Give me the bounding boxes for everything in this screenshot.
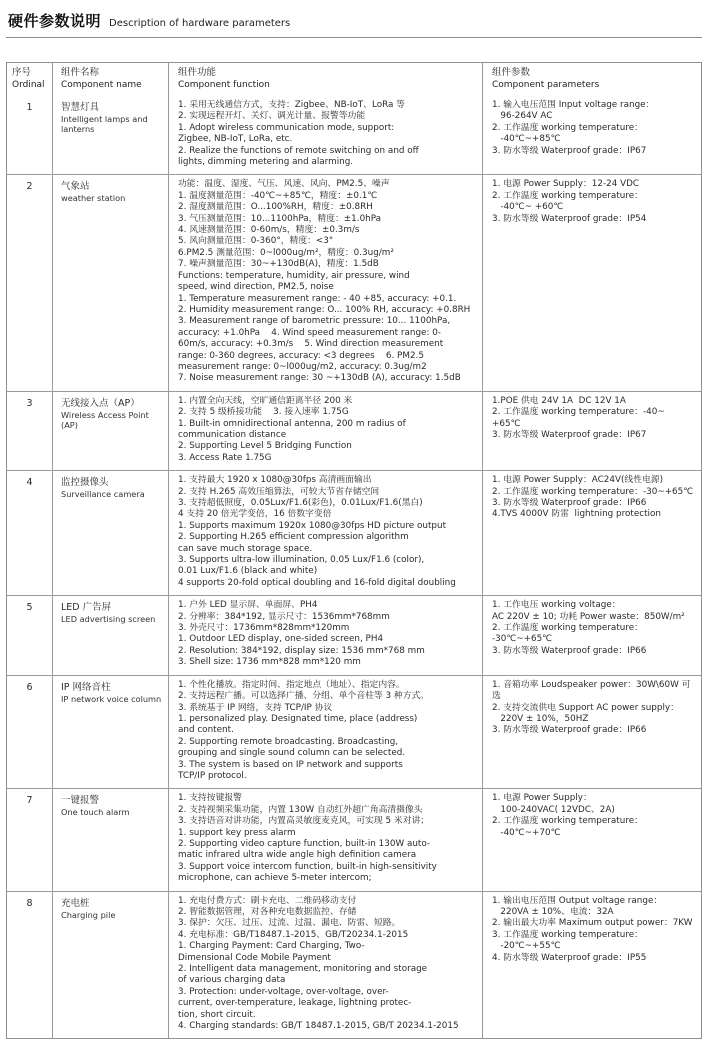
cell-component-name (53, 596, 169, 674)
component-name-en: One touch alarm (61, 807, 130, 818)
function-line: 4. 风速测量范围：0-60m/s，精度：±0.3m/s (178, 225, 360, 236)
function-line: 1. support key press alarm (178, 827, 296, 838)
function-line: tion, short circuit. (178, 1009, 256, 1020)
page-title-zh: 硬件参数说明 (8, 12, 102, 30)
cell-ordinal: 5 (7, 596, 53, 674)
parameter-line: -40℃~+85℃ (492, 134, 561, 145)
component-name-zh: IP 网络音柱 (61, 681, 111, 693)
parameter-line: 1. 输入电压范围 Input voltage range： (492, 100, 655, 110)
parameter-line: 1.POE 供电 24V 1A DC 12V 1A (492, 395, 626, 406)
function-line: 1. Outdoor LED display, one-sided screen, PH4 (178, 634, 384, 645)
header-component-function (169, 63, 483, 96)
function-line: 1. 内置全向天线，空旷通信距离半径 200 米 (178, 395, 353, 406)
component-name-zh: 一键报警 (61, 795, 100, 807)
cell-component-function (169, 471, 483, 595)
header-component-name-zh: 组件名称 (61, 67, 100, 78)
parameter-line: AC 220V ± 10; 功耗 Power waste：850W/m² (492, 611, 685, 622)
cell-component-name (53, 789, 169, 890)
function-line: 2. Supporting Level 5 Bridging Function (178, 441, 352, 452)
header-component-parameters-en: Component parameters (492, 79, 600, 90)
header-component-parameters (483, 63, 701, 96)
cell-component-parameters (483, 789, 701, 890)
function-line: 1. 温度测量范围：-40℃~+85℃，精度：±0.1℃ (178, 190, 378, 201)
function-line: 1. Temperature measurement range: - 40 +85, accuracy: +0.1. (178, 293, 457, 304)
component-name-en: Wireless Access Point (AP) (61, 409, 149, 430)
function-line: matic infrared ultra wide angle high definition camera (178, 850, 417, 861)
cell-component-name (53, 175, 169, 390)
header-ordinal-en: Ordinal (12, 79, 45, 90)
cell-component-parameters (483, 892, 701, 1039)
parameter-line: -40℃~ +60℃ (492, 202, 564, 213)
cell-component-parameters (483, 596, 701, 674)
cell-component-name (53, 471, 169, 595)
cell-component-function (169, 596, 483, 674)
function-line: 2. 实现远程开灯、关灯、调光计量、报警等功能 (178, 111, 366, 122)
page-title (6, 6, 702, 37)
function-line: range: 0-360 degrees, accuracy: <3 degrees 6. PM2.5 (178, 350, 424, 361)
function-line: 4. Charging standards: GB/T 18487.1-2015, GB/T 20234.1-2015 (178, 1021, 459, 1032)
function-line: Functions: temperature, humidity, air pressure, wind (178, 270, 410, 281)
cell-component-name (53, 96, 169, 174)
table-row (7, 470, 701, 595)
table-row (7, 891, 701, 1039)
function-line: 1. Charging Payment: Card Charging, Two- (178, 941, 365, 952)
component-name-zh: 智慧灯具 (61, 102, 100, 113)
function-line: 0.01 Lux/F1.6 (black and white) (178, 566, 318, 577)
cell-ordinal: 7 (7, 789, 53, 890)
parameter-line: -40℃~+70℃ (492, 827, 561, 838)
parameter-line: 2. 工作温度 working temperature： (492, 623, 643, 634)
function-line: 2. 支持 H.265 高效压缩算法，可较大节省存储空间 (178, 486, 380, 497)
function-line: 3. 系统基于 IP 网络，支持 TCP/IP 协议 (178, 702, 333, 713)
function-line: 4. 充电标准：GB/T18487.1-2015、GB/T20234.1-2015 (178, 929, 409, 940)
function-line: 2. Intelligent data management, monitoring and storage (178, 964, 428, 975)
cell-component-parameters (483, 96, 701, 174)
component-name-en: IP network voice column (61, 693, 162, 704)
function-line: 3. 支持语音对讲功能，内置高灵敏度麦克风，可实现 5 米对讲； (178, 816, 430, 827)
table-row (7, 788, 701, 890)
function-line: 3. Supports ultra-low illumination, 0.05 Lux/F1.6 (color), (178, 555, 425, 566)
function-line: can save much storage space. (178, 543, 313, 554)
function-line: 2. Humidity measurement range: O... 100% RH, accuracy: +0.8RH (178, 304, 471, 315)
table-row (7, 96, 701, 174)
cell-component-name (53, 676, 169, 789)
cell-ordinal: 8 (7, 892, 53, 1039)
function-line: 2. Supporting video capture function, built-in 130W auto- (178, 838, 431, 849)
function-line: Zigbee, NB-IoT, LoRa, etc. (178, 134, 293, 145)
function-line: 2. Realize the functions of remote switching on and off (178, 145, 419, 156)
cell-component-function (169, 392, 483, 470)
parameter-line: 4. 防水等级 Waterproof grade：IP55 (492, 952, 647, 963)
cell-component-function (169, 175, 483, 390)
function-line: 2. 湿度测量范围：O...100%RH，精度：±0.8RH (178, 202, 373, 213)
function-line: 2. Supporting H.265 efficient compression algorithm (178, 532, 409, 543)
function-line: accuracy: +1.0hPa 4. Wind speed measurement range: 0- (178, 327, 441, 338)
function-line: 1. Built-in omnidirectional antenna, 200 m radius of (178, 418, 406, 429)
function-line: Dimensional Code Mobile Payment (178, 952, 331, 963)
function-line: 2. 分辨率：384*192, 显示尺寸：1536mm*768mm (178, 611, 390, 622)
function-line: 1. 充电付费方式：刷卡充电、二维码移动支付 (178, 895, 357, 906)
function-line: 2. 支持视频采集功能，内置 130W 自动红外超广角高清摄像头 (178, 804, 423, 815)
title-divider (6, 37, 702, 38)
header-component-name (53, 63, 169, 96)
function-line: 2. Supporting remote broadcasting. Broadcasting, (178, 736, 399, 747)
function-line: measurement range: 0~l000ug/m2, accuracy: 0.3ug/m2 (178, 361, 427, 372)
parameter-line: 3. 防水等级 Waterproof grade：IP54 (492, 213, 647, 224)
function-line: 3. 支持超低照度，0.05Lux/F1.6(彩色)，0.01Lux/F1.6(黑白) (178, 498, 423, 508)
cell-component-name (53, 392, 169, 470)
cell-component-function (169, 789, 483, 890)
table-body (7, 96, 701, 1038)
function-line: 2. 支持远程广播。可以选择广播、分组、单个音柱等 3 种方式。 (178, 691, 430, 702)
cell-ordinal: 6 (7, 676, 53, 789)
header-ordinal (7, 63, 53, 96)
function-line: 1. Supports maximum 1920x 1080@30fps HD picture output (178, 520, 447, 531)
cell-ordinal: 4 (7, 471, 53, 595)
parameter-line: 3. 防水等级 Waterproof grade：IP66 (492, 498, 647, 508)
table-row (7, 391, 701, 470)
function-line: lights, dimming metering and alarming. (178, 157, 354, 168)
page-title-en: Description of hardware parameters (109, 18, 291, 29)
parameter-line: 1. 工作电压 working voltage： (492, 600, 621, 611)
function-line: 4 supports 20-fold optical doubling and 16-fold digital doubling (178, 577, 456, 588)
parameter-line: 220VA ± 10%、电流：32A (492, 907, 614, 917)
function-line: microphone, can achieve 5-meter intercom; (178, 873, 372, 884)
function-line: 60m/s, accuracy: +0.3m/s 5. Wind direction measurement (178, 339, 444, 350)
function-line: 1. personalized play. Designated time, place (address) (178, 713, 418, 724)
function-line: 3. Measurement range of barometric pressure: 10... 1100hPa, (178, 316, 451, 327)
function-line: 1. 支持按键报警 (178, 793, 242, 804)
cell-ordinal: 3 (7, 392, 53, 470)
parameter-line: 1. 电源 Power Supply：AC24V(线性电源) (492, 475, 664, 486)
cell-component-parameters (483, 392, 701, 470)
parameter-line: 2. 工作温度 working temperature： (492, 190, 643, 201)
cell-component-parameters (483, 175, 701, 390)
table-row (7, 675, 701, 789)
table-header-row (7, 63, 701, 96)
function-line: TCP/IP protocol. (178, 770, 247, 781)
parameter-line: 1. 音箱功率 Loudspeaker power：30W\60W 可选 (492, 679, 691, 702)
cell-component-parameters (483, 676, 701, 789)
function-line: 3. 气压测量范围：10...1100hPa，精度：±1.0hPa (178, 213, 382, 224)
cell-component-function (169, 892, 483, 1039)
cell-component-name (53, 892, 169, 1039)
component-name-zh: 无线接入点（AP） (61, 397, 140, 409)
function-line: of various charging data (178, 975, 286, 986)
parameter-line: 2. 工作温度 working temperature：-40~ +65℃ (492, 407, 668, 429)
header-component-parameters-zh: 组件参数 (492, 67, 531, 78)
parameter-line: 96-264V AC (492, 111, 553, 122)
function-line: 3. The system is based on IP network and supports (178, 759, 403, 770)
component-name-en: weather station (61, 193, 126, 204)
parameter-line: -30℃~+65℃ (492, 634, 553, 645)
cell-component-function (169, 96, 483, 174)
function-line: 3. Access Rate 1.75G (178, 452, 272, 463)
header-component-name-en: Component name (61, 79, 142, 90)
function-line: and content. (178, 725, 234, 736)
parameter-line: 1. 输出电压范围 Output voltage range： (492, 895, 663, 906)
function-line: 1. 支持最大 1920 x 1080@30fps 高清画面输出 (178, 475, 372, 486)
function-line: 1. Adopt wireless communication mode, support: (178, 122, 395, 133)
parameter-line: -20℃~+55℃ (492, 941, 561, 952)
parameter-line: 100-240VAC( 12VDC、2A) (492, 804, 615, 815)
function-line: current, over-temperature, leakage, lightning protec- (178, 998, 412, 1009)
parameter-line: 2. 工作温度 working temperature：-30~+65℃ (492, 486, 694, 497)
parameter-line: 2. 支持交流供电 Support AC power supply： (492, 702, 679, 713)
table-row (7, 174, 701, 390)
function-line: 2. 智能数据管理，对各种充电数据监控、存储 (178, 907, 357, 917)
parameter-line: 3. 防水等级 Waterproof grade：IP66 (492, 645, 647, 656)
table-row (7, 595, 701, 674)
function-line: 3. Protection: under-voltage, over-voltage, over- (178, 986, 389, 997)
cell-component-parameters (483, 471, 701, 595)
function-line: 3. Shell size: 1736 mm*828 mm*120 mm (178, 657, 361, 668)
component-name-zh: 监控摄像头 (61, 477, 109, 489)
parameter-line: 2. 工作温度 working temperature： (492, 122, 643, 133)
parameter-line: 1. 电源 Power Supply： (492, 793, 592, 804)
hardware-parameters-table (6, 62, 702, 1039)
component-name-en: LED advertising screen (61, 614, 156, 625)
component-name-zh: LED 广告屏 (61, 602, 112, 614)
function-line: 2. Resolution: 384*192, display size: 1536 mm*768 mm (178, 645, 425, 656)
cell-ordinal: 1 (7, 96, 53, 174)
parameter-line: 3. 防水等级 Waterproof grade：IP67 (492, 429, 647, 440)
parameter-line: 2. 输出最大功率 Maximum output power：7KW (492, 918, 693, 929)
function-line: 2. 支持 5 级桥接功能 3. 接入速率 1.75G (178, 407, 349, 418)
function-line: 功能：温度、湿度、气压、风速、风向、PM2.5、噪声 (178, 179, 390, 190)
function-line: 3. Support voice intercom function, built-in high-sensitivity (178, 861, 437, 872)
function-line: 1. 个性化播放。指定时间、指定地点（地址）、指定内容。 (178, 679, 405, 690)
function-line: 4 支持 20 倍光学变倍，16 倍数字变倍 (178, 509, 332, 520)
function-line: grouping and single sound column can be selected. (178, 748, 406, 759)
parameter-line: 3. 工作温度 working temperature： (492, 929, 643, 940)
function-line: 3. 外壳尺寸：1736mm*828mm*120mm (178, 623, 350, 634)
function-line: 5. 风向测量范围：0-360°，精度：<3° (178, 236, 334, 247)
header-component-function-en: Component function (178, 79, 270, 90)
header-component-function-zh: 组件功能 (178, 67, 217, 78)
function-line: 1. 户外 LED 显示屏、单面屏、PH4 (178, 600, 318, 611)
function-line: 6.PM2.5 测量范围：0~l000ug/m²，精度：0.3ug/m² (178, 247, 394, 258)
parameter-line: 4.TVS 4000V 防雷 lightning protection (492, 509, 661, 520)
parameter-line: 3. 防水等级 Waterproof grade：IP66 (492, 725, 647, 736)
parameter-line: 1. 电源 Power Supply：12-24 VDC (492, 179, 640, 190)
parameter-line: 3. 防水等级 Waterproof grade：IP67 (492, 145, 647, 156)
header-ordinal-zh: 序号 (12, 67, 32, 78)
function-line: 3. 保护：欠压、过压、过流、过温、漏电、防雷、短路。 (178, 918, 401, 929)
component-name-zh: 气象站 (61, 181, 90, 193)
component-name-zh: 充电桩 (61, 897, 90, 909)
function-line: 1. 采用无线通信方式，支持：Zigbee、NB-IoT、LoRa 等 (178, 100, 405, 110)
function-line: 7. Noise measurement range: 30 ~+130dB (A), accuracy: 1.5dB (178, 373, 461, 384)
parameter-line: 2. 工作温度 working temperature： (492, 816, 643, 827)
function-line: speed, wind direction, PM2.5, noise (178, 282, 334, 293)
component-name-en: Surveillance camera (61, 489, 145, 500)
function-line: communication distance (178, 429, 287, 440)
function-line: 7. 噪声测量范围：30~+130dB(A)，精度：1.5dB (178, 259, 379, 270)
component-name-en: Charging pile (61, 909, 116, 920)
cell-ordinal: 2 (7, 175, 53, 390)
cell-component-function (169, 676, 483, 789)
parameter-line: 220V ± 10%，50HZ (492, 713, 589, 724)
component-name-en: Intelligent lamps and lanterns (61, 114, 148, 134)
